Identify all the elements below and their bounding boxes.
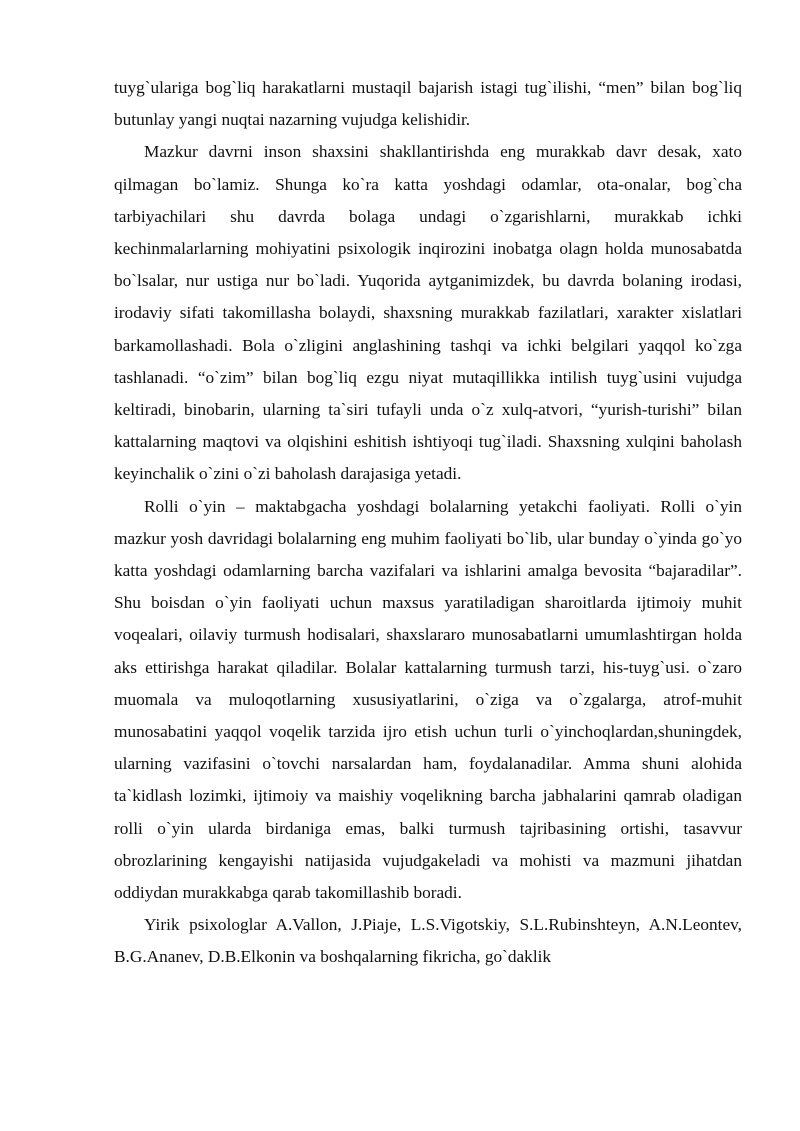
paragraph-continuation: tuyg`ulariga bog`liq harakatlarni mustaqil bajarish istagi tug`ilishi, “men” bilan bog`liq butunlay yangi nuqtai nazarning vujudga kelishidir. (114, 78, 742, 130)
paragraph-role-play: Rolli o`yin – maktabgacha yoshdagi bolalarning yetakchi faoliyati. Rolli o`yin mazkur yosh davridagi bolalarning eng muhim faoliyati bo`lib, ular bunday o`yinda go`yo katta yoshdagi odamlarning barcha vazifalari va ishlarini amalga bevosita “bajaradilar”. Shu boisdan o`yin faoliyati uchun maxsus yaratiladigan sharoitlarda ijtimoiy muhit voqealari, oilaviy turmush hodisalari, shaxslararo munosabatlarni umumlashtirgan holda aks ettirishga harakat qiladilar. Bolalar kattalarning turmush tarzi, his-tuyg`usi. o`zaro muomala va muloqotlarning xususiyatlarini, o`ziga va o`zgalarga, atrof-muhit munosabatini yaqqol voqelik tarzida ijro etish uchun turli o`yinchoqlardan,shuningdek, ularning vazifasini o`tovchi narsalardan ham, foydalanadilar. Amma shuni alohida ta`kidlash lozimki, ijtimoiy va maishiy voqelikning barcha jabhalarini qamrab oladigan rolli o`yin ularda birdaniga emas, balki turmush tajribasining ortishi, tasavvur obrozlarining kengayishi natijasida vujudgakeladi va mohisti va mazmuni jihatdan oddiydan murakkabga qarab takomillashib boradi. (114, 496, 742, 903)
paragraph-period-personality: Mazkur davrni inson shaxsini shakllantirishda eng murakkab davr desak, xato qilmagan bo`lamiz. Shunga ko`ra katta yoshdagi odamlar, ota-onalar, bog`cha tarbiyachilari shu davrda bolaga undagi o`zgarishlarni, murakkab ichki kechinmalarlarning mohiyatini psixologik inqirozini inobatga olagn holda munosabatda bo`lsalar, nur ustiga nur bo`ladi. Yuqorida aytganimizdek, bu davrda bolaning irodasi, irodaviy sifati takomillasha bolaydi, shaxsning murakkab fazilatlari, xarakter xislatlari barkamollashadi. Bola o`zligini anglashining tashqi va ichki belgilari yaqqol ko`zga tashlanadi. “o`zim” bilan bog`liq ezgu niyat mutaqillikka intilish tuyg`usini vujudga keltiradi, binobarin, ularning ta`siri tufayli unda o`z xulq-atvori, “yurish-turishi” bilan kattalarning maqtovi va olqishini eshitish ishtiyoqi tug`iladi. Shaxsning xulqini baholash keyinchalik o`zini o`zi baholash darajasiga yetadi. (114, 142, 742, 484)
paragraph-psychologists: Yirik psixologlar A.Vallon, J.Piaje, L.S.Vigotskiy, S.L.Rubinshteyn, A.N.Leontev, B.G.Ananev, D.B.Elkonin va boshqalarning fikricha, go`daklik (114, 915, 742, 967)
document-page (114, 72, 742, 974)
